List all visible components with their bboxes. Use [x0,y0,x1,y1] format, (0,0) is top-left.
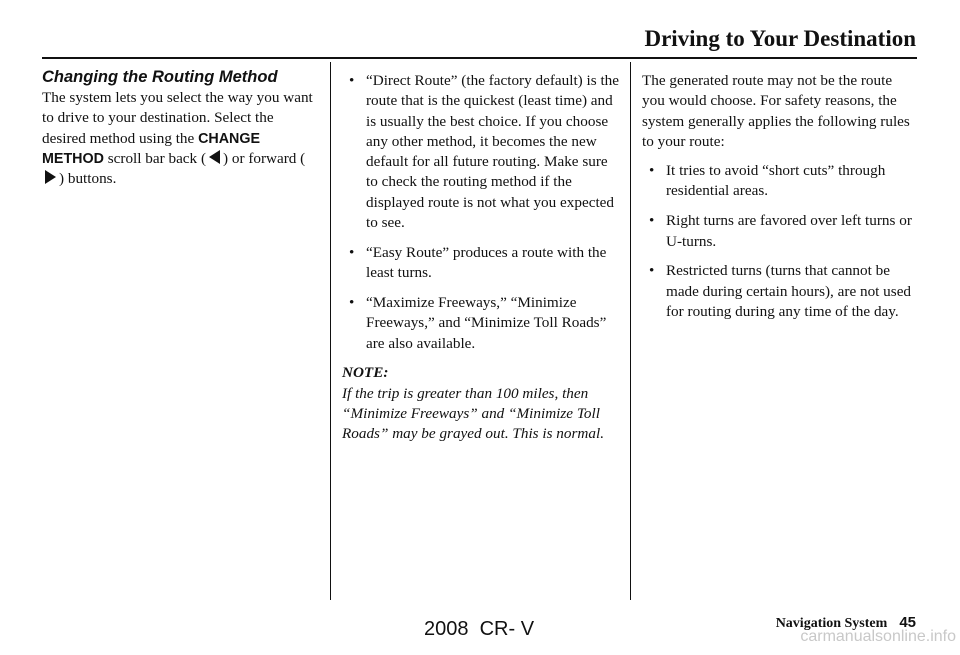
column-divider-2 [630,62,631,600]
list-item: • “Direct Route” (the factory default) is the route that is the quickest (least time) and is usually the best choice. If you choose any other method, it becomes the new default for all future routing. Make sure to check the routing method if the displayed route is not what you expected to see. [342,71,620,233]
list-item: • It tries to avoid “short cuts” through residential areas. [642,161,918,202]
right-column [642,71,918,332]
change-label: CHANGE [198,130,261,147]
left-triangle-icon [209,150,220,164]
rules-intro: The generated route may not be the route you would choose. For safety reasons, the system generally applies the following rules to your route: [642,72,910,150]
list-item: • “Maximize Freeways,” “Minimize Freeways,” and “Minimize Toll Roads” are also available. [342,293,620,354]
left-column [42,67,318,189]
column-divider-1 [330,62,331,600]
para-text-1: The system lets you select the way you want to drive to your destination. Select the desired method using the [42,89,313,147]
header-rule [42,57,917,59]
routing-rules-list [642,161,918,322]
footer-section-label: Navigation System [775,616,888,631]
note-text: If the trip is greater than 100 miles, then “Minimize Freeways” and “Minimize Toll Roads” may be grayed out. This is normal. [342,384,604,443]
note-label: NOTE: [342,364,389,382]
para-text-2: scroll bar back ( [103,149,207,167]
method-label: METHOD [42,150,104,167]
section-title: Changing the Routing Method [42,68,278,86]
list-item: • Right turns are favored over left turns or U-turns. [642,211,918,252]
site-watermark: carmanualsonline.info [800,628,956,645]
middle-column [342,71,620,445]
list-item: • “Easy Route” produces a route with the least turns. [342,243,620,284]
model-label: 2008 CR- V [424,618,535,640]
list-item: • Restricted turns (turns that cannot be made during certain hours), are not used for routing during any time of the day. [642,261,918,322]
intro-paragraph [42,88,318,189]
para-text-4: ) buttons. [59,170,117,188]
para-text-3: ) or forward ( [223,149,306,167]
page-number: 45 [899,614,916,631]
page-title: Driving to Your Destination [644,26,916,51]
routing-options-list [342,71,620,354]
right-triangle-icon [45,170,56,184]
